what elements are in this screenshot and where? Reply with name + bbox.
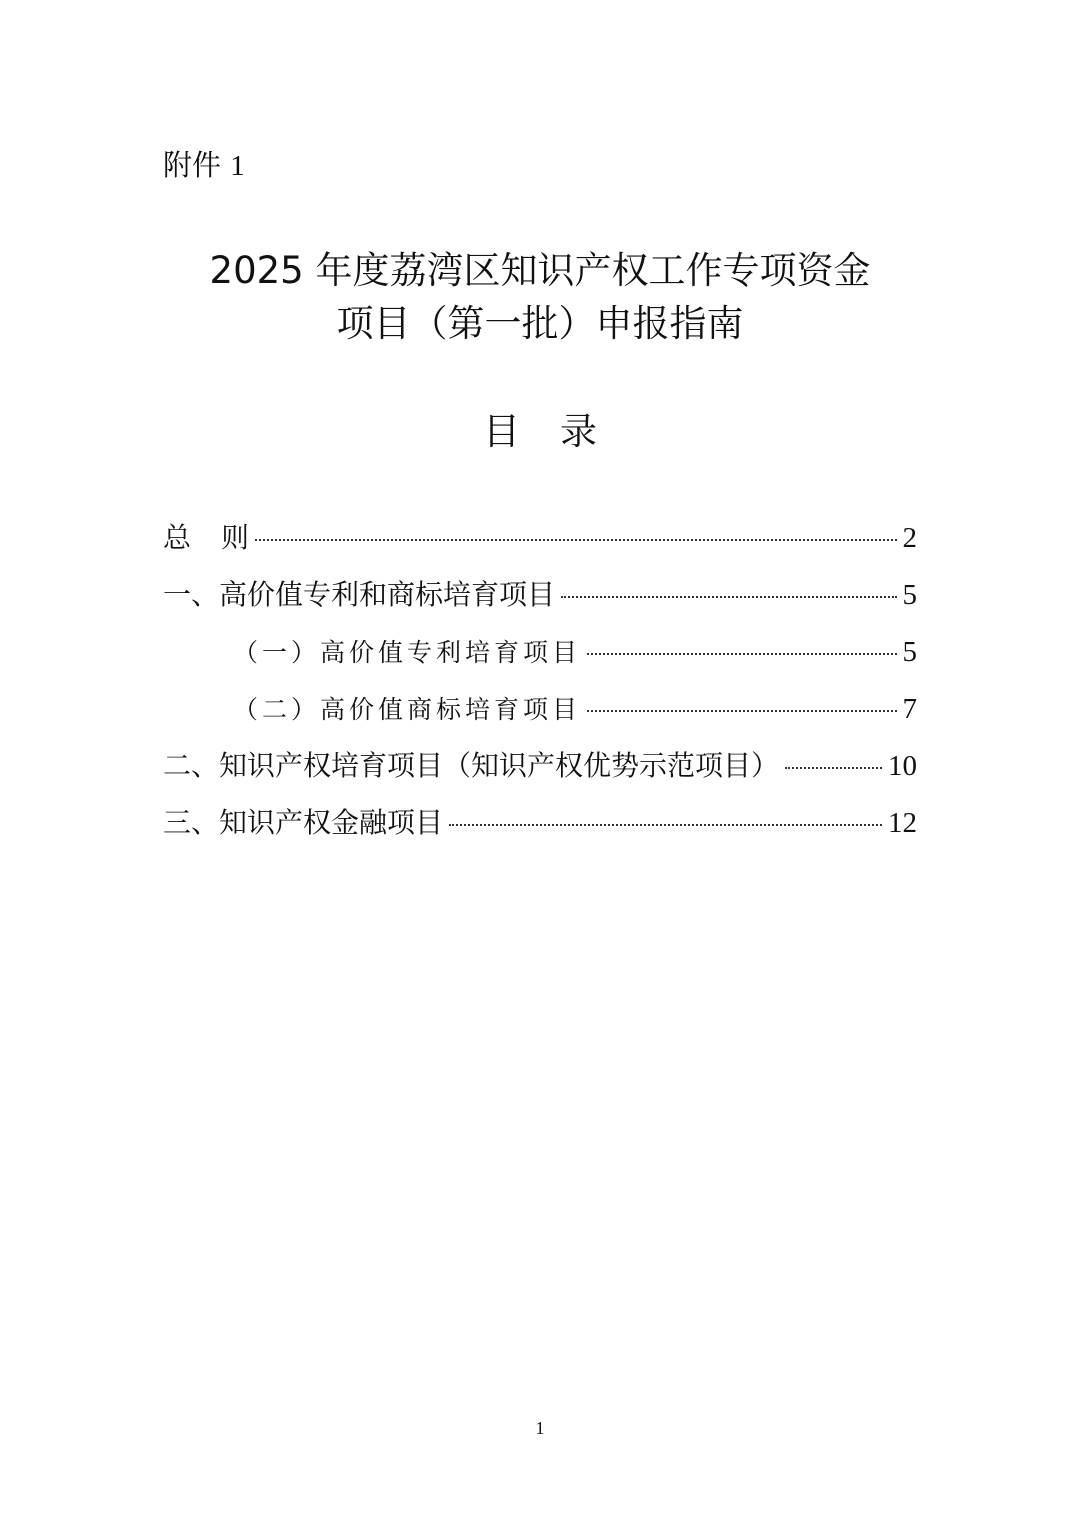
toc-dot-leader	[561, 596, 896, 598]
toc-entry-ip-finance[interactable]	[163, 801, 917, 858]
toc-dot-leader	[785, 767, 882, 769]
toc-entry-high-value-cultivation[interactable]	[163, 573, 917, 630]
toc-entry-label: 一、高价值专利和商标培育项目	[163, 578, 556, 611]
toc-heading: 目录	[483, 410, 637, 453]
page-number: 1	[535, 1418, 545, 1438]
toc-entry-label: 二、知识产权培育项目（知识产权优势示范项目）	[163, 749, 780, 782]
toc-entry-high-value-trademark[interactable]	[163, 687, 917, 744]
toc-entry-label: 总则	[163, 521, 280, 554]
toc-entry-general-principles[interactable]	[163, 516, 917, 573]
document-title-line-1: 2025 年度荔湾区知识产权工作专项资金	[209, 249, 871, 292]
toc-entry-page: 12	[888, 807, 917, 839]
toc-entry-page: 5	[902, 636, 917, 668]
document-title-line-2: 项目（第一批）申报指南	[336, 302, 744, 345]
toc-entry-ip-cultivation[interactable]	[163, 744, 917, 801]
toc-dot-leader	[587, 653, 896, 655]
attachment-label-text: 附件	[163, 148, 222, 182]
toc-entry-label: 三、知识产权金融项目	[163, 806, 444, 839]
toc-entry-page: 2	[902, 522, 917, 554]
toc-entry-label: （一）高价值专利培育项目	[233, 638, 582, 667]
attachment-label	[163, 145, 245, 186]
toc-entry-page: 5	[902, 579, 917, 611]
toc-dot-leader	[255, 539, 896, 541]
toc-entry-label: （二）高价值商标培育项目	[233, 695, 582, 724]
toc-dot-leader	[449, 824, 882, 826]
toc-entry-page: 10	[888, 750, 917, 782]
toc-dot-leader	[587, 710, 896, 712]
table-of-contents	[163, 516, 917, 858]
toc-entry-page: 7	[902, 693, 917, 725]
toc-entry-high-value-patent[interactable]	[163, 630, 917, 687]
attachment-number: 1	[230, 150, 245, 182]
